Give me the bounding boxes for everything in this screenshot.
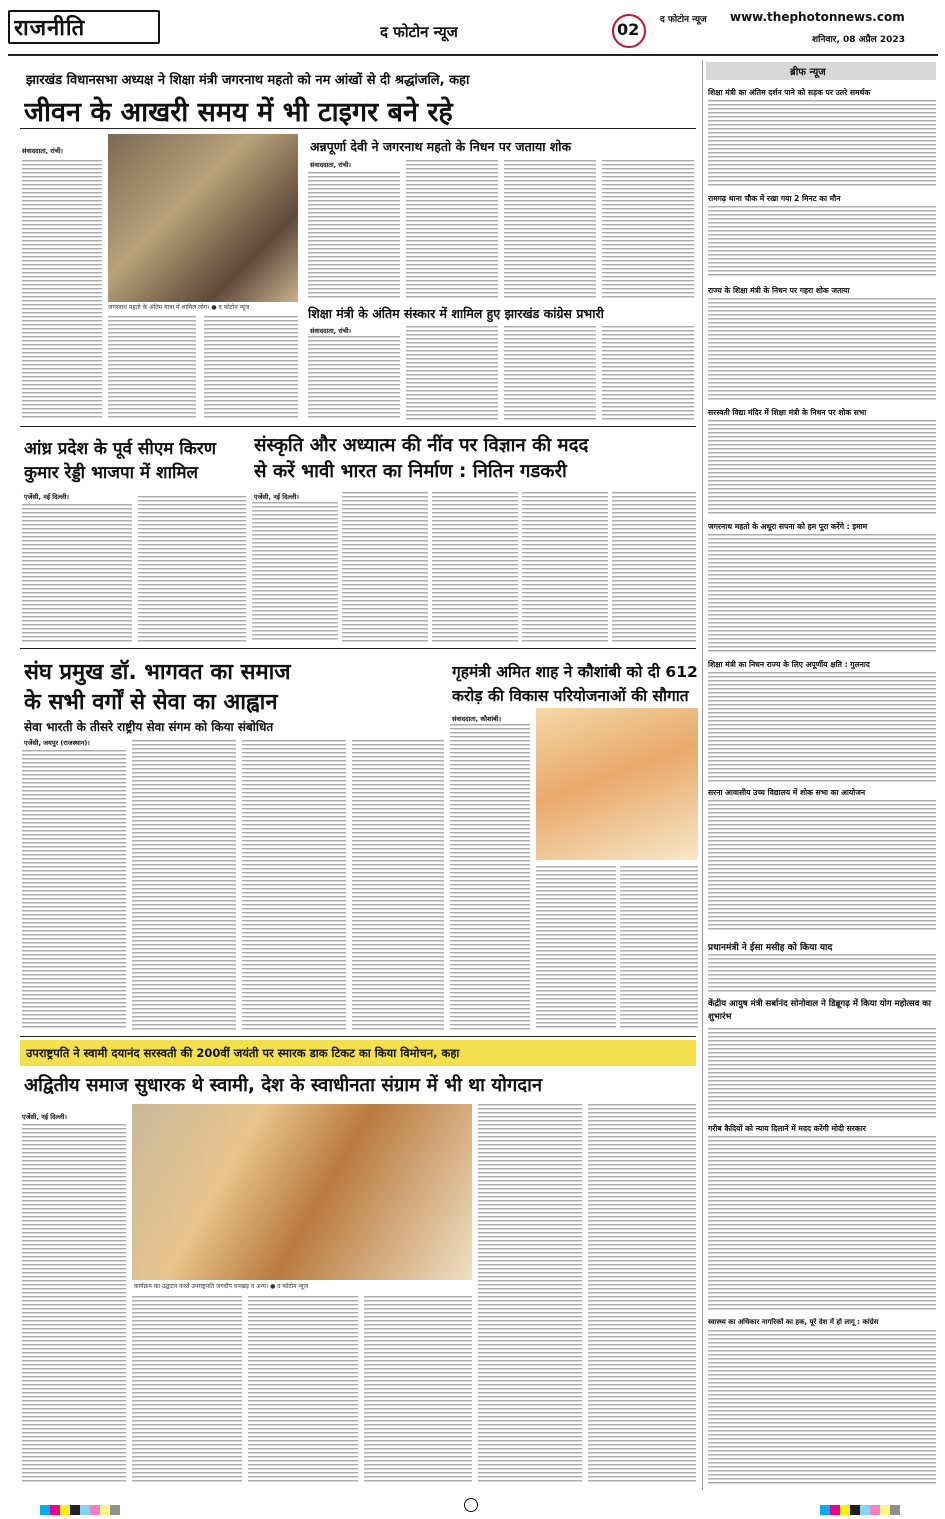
brief-body-8	[708, 954, 936, 994]
section-title: राजनीति	[14, 16, 86, 41]
dayanand-body-col3	[248, 1296, 358, 1484]
lead-dateline: संवाददाता, रांची।	[22, 147, 64, 155]
shah-body-col1	[450, 724, 530, 1030]
brief-body-3	[708, 298, 936, 402]
website[interactable]: www.thephotonnews.com	[730, 10, 905, 24]
brief-title: ब्रीफ न्यूज	[790, 67, 826, 78]
color-registration-bar-left	[40, 1500, 120, 1519]
shah-headline-2: करोड़ की विकास परियोजनाओं की सौगात	[452, 687, 689, 705]
shah-photo	[536, 708, 698, 860]
brief-body-1	[708, 100, 936, 188]
gadkari-body-col3	[432, 492, 518, 642]
lead-photo-caption: जगरनाथ महतो के अंतिम यात्रा में शामिल लोग। ● द फोटोन न्यूज	[108, 304, 250, 311]
dayanand-body-col1	[22, 1124, 126, 1484]
color-registration-bar-right	[820, 1500, 900, 1519]
brief-headline-11: स्वास्थ्य का अधिकार नागरिकों का हक, पूरे देश में हो लागू : कांग्रेस	[708, 1318, 879, 1326]
bhagwat-body-col3	[242, 740, 346, 1030]
congress-body-col4	[602, 326, 694, 420]
bhagwat-body-col1	[22, 750, 126, 1030]
lead-rule	[20, 128, 696, 129]
right-brand: द फोटोन न्यूज	[660, 15, 707, 25]
brief-body-7	[708, 800, 936, 932]
dayanand-photo-caption: कार्यक्रम का उद्घाटन करते उपराष्ट्रपति जगदीप धनखड़ व अन्य। ● द फोटोन न्यूज	[134, 1283, 309, 1290]
brief-body-10	[708, 1136, 936, 1312]
brief-headline-7: सरना आवासीय उच्च विद्यालय में शोक सभा का आयोजन	[708, 788, 866, 797]
lead-photo	[108, 134, 298, 302]
brief-headline-5: जगरनाथ महतो के अधूरा सपना को हम पूरा करेंगे : इमाम	[708, 522, 868, 531]
gadkari-headline-1: संस्कृति और अध्यात्म की नींव पर विज्ञान की मदद	[254, 435, 589, 456]
dayanand-body-col4	[364, 1296, 472, 1484]
bhagwat-headline-2: के सभी वर्गों से सेवा का आह्वान	[24, 690, 278, 715]
brief-headline-1: शिक्षा मंत्री का अंतिम दर्शन पाने को सड़क पर उतरे समर्थक	[708, 88, 871, 97]
annapurna-body-col3	[504, 160, 596, 298]
shah-body-col2	[536, 866, 616, 1030]
page-number: 02	[617, 20, 640, 39]
kiran-dateline: एजेंसी, नई दिल्ली।	[24, 493, 69, 501]
gadkari-dateline: एजेंसी, नई दिल्ली।	[254, 493, 299, 501]
congress-headline: शिक्षा मंत्री के अंतिम संस्कार में शामिल हुए झारखंड कांग्रेस प्रभारी	[308, 306, 604, 321]
gadkari-headline-2: से करें भावी भारत का निर्माण : नितिन गडकरी	[254, 461, 567, 482]
congress-dateline: संवाददाता, रांची।	[310, 327, 352, 335]
rule-1	[20, 426, 696, 427]
annapurna-body-col2	[406, 160, 498, 298]
brief-body-6	[708, 672, 936, 782]
shah-headline-1: गृहमंत्री अमित शाह ने कौशांबी को दी 612	[452, 663, 698, 681]
dayanand-banner-text: उपराष्ट्रपति ने स्वामी दयानंद सरस्वती की 200वीं जयंती पर स्मारक डाक टिकट का किया विमोचन, कहा	[26, 1046, 460, 1060]
annapurna-headline: अन्नपूर्णा देवी ने जगरनाथ महतो के निधन पर जताया शोक	[310, 139, 572, 154]
brief-body-11	[708, 1330, 936, 1484]
brief-headline-4: सरस्वती विद्या मंदिर में शिक्षा मंत्री के निधन पर शोक सभा	[708, 408, 867, 417]
shah-dateline: संवाददाता, कौशांबी।	[452, 715, 502, 723]
congress-body-col2	[406, 326, 498, 420]
paper-name: द फोटोन न्यूज	[380, 23, 458, 41]
kiran-body-col2	[138, 496, 246, 642]
gadkari-body-col4	[522, 492, 608, 642]
brief-headline-8: प्रधानमंत्री ने ईसा मसीह को किया याद	[708, 943, 833, 953]
brief-body-4	[708, 420, 936, 516]
rule-2	[20, 648, 696, 649]
bhagwat-body-col2	[132, 740, 236, 1030]
brief-headline-2: रामगढ़ थाना चौक में रखा गया 2 मिनट का मौन	[708, 194, 841, 203]
bhagwat-headline-1: संघ प्रमुख डॉ. भागवत का समाज	[24, 660, 291, 685]
rule-3	[20, 1036, 696, 1037]
masthead	[0, 0, 945, 58]
dayanand-body-col6	[588, 1104, 696, 1484]
issue-date: शनिवार, 08 अप्रैल 2023	[812, 35, 905, 45]
brief-body-9	[708, 1028, 936, 1118]
gadkari-body-col5	[612, 492, 696, 642]
shah-body-col3	[620, 866, 698, 1030]
kiran-headline-2: कुमार रेड्डी भाजपा में शामिल	[24, 463, 199, 483]
gadkari-body-col2	[342, 492, 428, 642]
annapurna-body-col1	[308, 172, 400, 298]
kiran-body-col1	[22, 504, 132, 642]
gadkari-body-col1	[252, 502, 338, 642]
lead-body-col1	[22, 160, 102, 420]
dayanand-body-col5	[478, 1104, 582, 1484]
kiran-headline-1: आंध्र प्रदेश के पूर्व सीएम किरण	[24, 439, 217, 459]
brief-body-5	[708, 534, 936, 654]
registration-mark-icon	[464, 1498, 478, 1512]
congress-body-col1	[308, 336, 400, 420]
brief-headline-6: शिक्षा मंत्री का निधन राज्य के लिए अपूर्णीय क्षति : गुलनाद	[708, 660, 870, 669]
brief-headline-3: राज्य के शिक्षा मंत्री के निधन पर गहरा शोक जताया	[708, 286, 850, 295]
lead-body-col2	[108, 316, 196, 420]
bhagwat-subhead: सेवा भारती के तीसरे राष्ट्रीय सेवा संगम को किया संबोधित	[24, 720, 274, 734]
lead-body-col3	[204, 316, 298, 420]
brief-headline-9: केंद्रीय आयुष मंत्री सर्बानंद सोनोवाल ने डिब्रूगढ़ में किया योग महोत्सव का शुभारंभ	[708, 999, 932, 1022]
dayanand-body-col2	[132, 1296, 242, 1484]
congress-body-col3	[504, 326, 596, 420]
brief-body-2	[708, 206, 936, 278]
lead-headline: जीवन के आखरी समय में भी टाइगर बने रहे	[24, 97, 453, 128]
masthead-rule	[8, 54, 938, 56]
annapurna-dateline: संवाददाता, रांची।	[310, 161, 352, 169]
dayanand-photo	[132, 1104, 472, 1280]
bhagwat-body-col4	[352, 740, 444, 1030]
dayanand-headline: अद्वितीय समाज सुधारक थे स्वामी, देश के स्वाधीनता संग्राम में भी था योगदान	[24, 1075, 543, 1096]
dayanand-dateline: एजेंसी, नई दिल्ली।	[22, 1113, 67, 1121]
bhagwat-dateline: एजेंसी, जयपुर (राजस्थान)।	[24, 739, 90, 747]
annapurna-body-col4	[602, 160, 694, 298]
brief-headline-10: गरीब कैदियों को न्याय दिलाने में मदद करेंगी मोदी सरकार	[708, 1124, 866, 1133]
lead-kicker: झारखंड विधानसभा अध्यक्ष ने शिक्षा मंत्री जगरनाथ महतो को नम आंखों से दी श्रद्धांजलि, कहा	[26, 73, 470, 88]
